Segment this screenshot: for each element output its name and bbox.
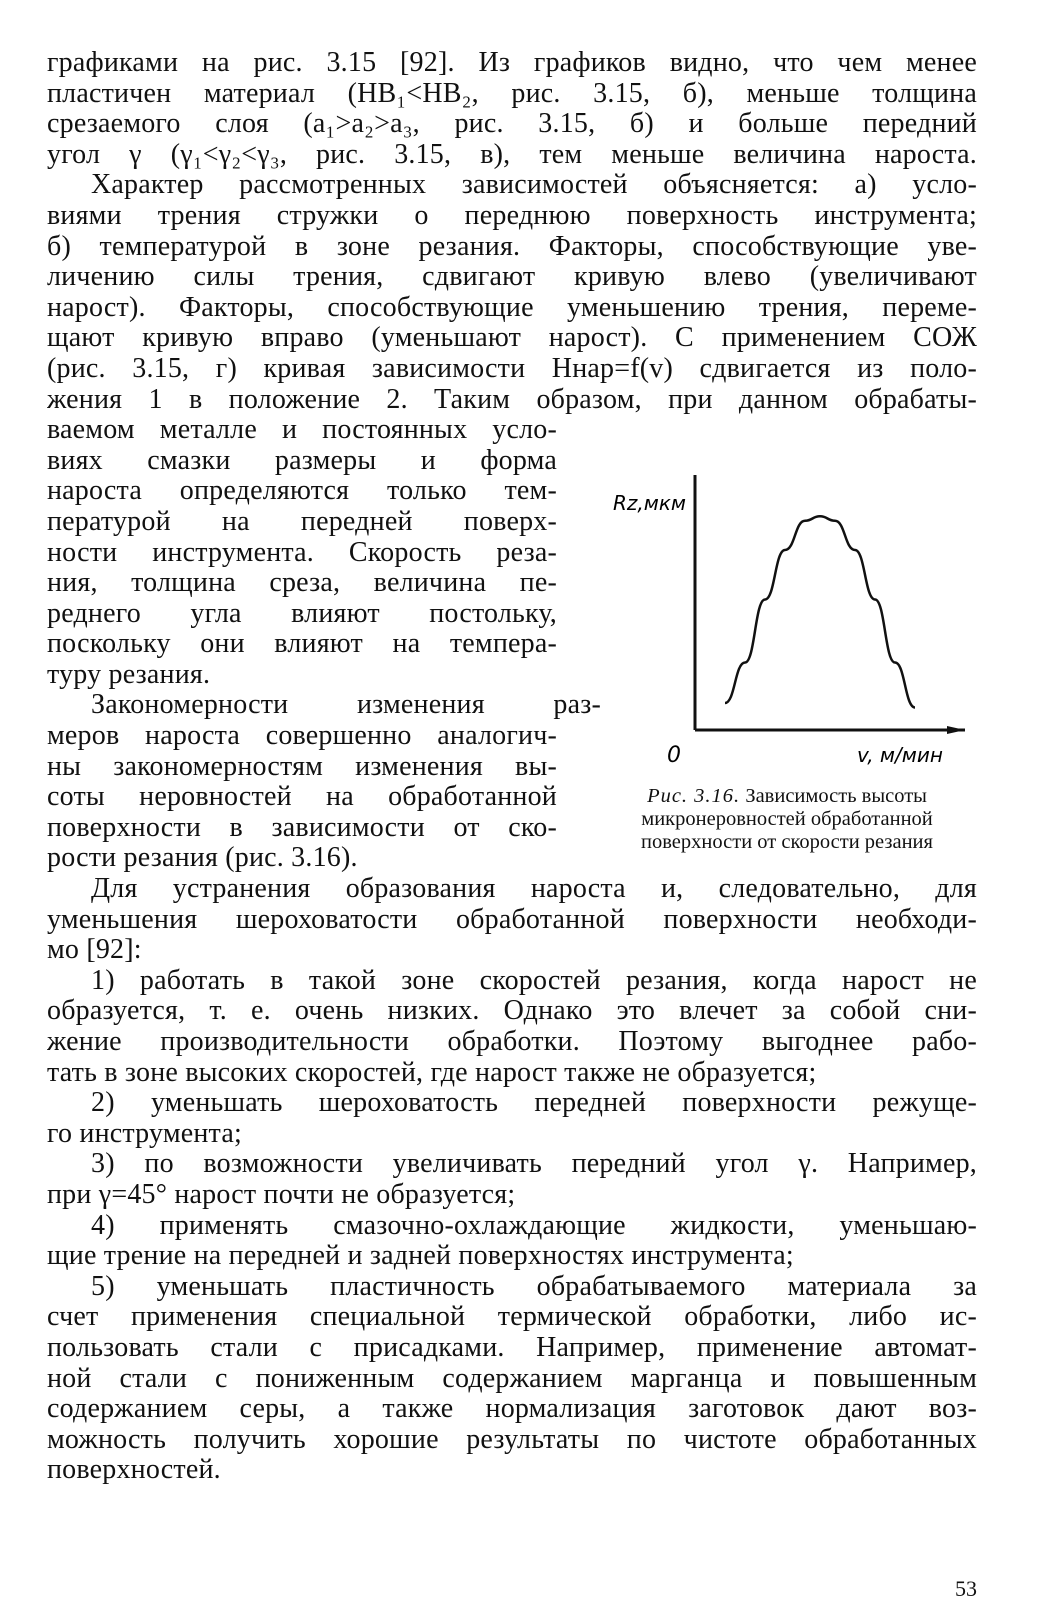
text-line: го инструмента;	[47, 1117, 242, 1149]
text-line: ваемом металле и постоянных усло-	[47, 415, 557, 446]
text-line: графиками на рис. 3.15 [92]. Из графиков видно, что чем менее	[47, 48, 977, 78]
text-line: ны закономерностям изменения вы-	[47, 751, 557, 782]
text-line: реднего угла влияют постольку,	[47, 598, 557, 629]
text-line: Характер рассмотренных зависимостей объясняется: а) усло-	[91, 170, 977, 201]
text-line: уменьшения шероховатости обработанной поверхности необходи-	[47, 904, 977, 935]
text-line: (рис. 3.15, г) кривая зависимости Hнар=f(v) сдвигается из поло-	[47, 353, 977, 384]
y-axis-label: Rz,мкм	[613, 491, 687, 515]
text-block-top	[47, 48, 977, 170]
text-line: виях смазки размеры и форма	[47, 445, 557, 476]
text-line: срезаемого слоя (a₁>a₂>a₃, рис. 3.15, б) и больше передний	[47, 109, 977, 140]
text-line: поскольку они влияют на темпера-	[47, 629, 557, 660]
text-line: ной стали с пониженным содержанием марганца и повышенным	[47, 1363, 977, 1394]
text-line: 3) по возможности увеличивать передний угол γ. Например,	[91, 1149, 977, 1180]
list-item	[47, 966, 977, 1088]
text-line: пользовать стали с присадками. Например, применение автомат-	[47, 1332, 977, 1363]
caption-lead: Рис. 3.16.	[647, 785, 741, 807]
text-line: образуется, т. е. очень низких. Однако это влечет за собой сни-	[47, 996, 977, 1027]
text-line: счет применения специальной термической обработки, либо ис-	[47, 1302, 977, 1333]
rz-speed-chart	[585, 460, 977, 770]
paragraph-explanation	[47, 170, 977, 415]
origin-label: 0	[667, 743, 681, 768]
text-line: тать в зоне высоких скоростей, где нарост также не образуется;	[47, 1056, 817, 1088]
text-line: поверхностей.	[47, 1454, 221, 1486]
paragraph-elimination-intro	[47, 874, 977, 966]
text-line: 4) применять смазочно-охлаждающие жидкости, уменьшаю-	[91, 1210, 977, 1241]
text-line: соты неровностей на обработанной	[47, 782, 557, 813]
x-axis-arrow	[947, 726, 965, 734]
page-number: 53	[955, 1576, 977, 1601]
text-line: нароста определяются только тем-	[47, 476, 557, 507]
text-line: угол γ (γ₁<γ₂<γ₃, рис. 3.15, в), тем меньше величина нароста.	[47, 139, 977, 170]
figure-caption	[601, 785, 973, 854]
text-line: 2) уменьшать шероховатость передней поверхности режуще-	[91, 1088, 977, 1119]
text-line: туру резания.	[47, 658, 211, 690]
x-axis-label: v, м/мин	[857, 743, 943, 767]
text-line: можность получить хорошие результаты по чистоте обработанных	[47, 1424, 977, 1455]
text-line: пературой на передней поверх-	[47, 506, 557, 537]
text-line: 5) уменьшать пластичность обрабатываемого материала за	[91, 1271, 977, 1302]
caption-text: Зависимость высоты микронеровностей обработанной поверхности от скорости резания	[641, 785, 933, 853]
list-item	[47, 1088, 977, 1149]
text-line: ния, толщина среза, величина пе-	[47, 568, 557, 599]
text-line: меров нароста совершенно аналогич-	[47, 721, 557, 752]
list-item	[47, 1272, 977, 1486]
text-line: поверхности в зависимости от ско-	[47, 812, 557, 843]
text-line: пластичен материал (HB₁<HB₂, рис. 3.15, б), меньше толщина	[47, 78, 977, 109]
text-line: щают кривую вправо (уменьшают нарост). С применением СОЖ	[47, 323, 977, 354]
text-line: виями трения стружки о переднюю поверхность инструмента;	[47, 200, 977, 231]
text-line: мо [92]:	[47, 934, 142, 966]
text-line: нарост). Факторы, способствующие уменьшению трения, переме-	[47, 292, 977, 323]
text-line: жение производительности обработки. Поэтому выгоднее рабо-	[47, 1027, 977, 1057]
text-line: Закономерности изменения раз-	[91, 690, 601, 721]
list-item	[47, 1211, 977, 1272]
text-line: щие трение на передней и задней поверхностях инструмента;	[47, 1240, 794, 1272]
text-line: личению силы трения, сдвигают кривую влево (увеличивают	[47, 262, 977, 293]
list-item	[47, 1149, 977, 1210]
text-line: Для устранения образования нароста и, следовательно, для	[91, 874, 977, 905]
text-line: при γ=45° нарост почти не образуется;	[47, 1178, 516, 1210]
text-line: 1) работать в такой зоне скоростей резания, когда нарост не	[91, 965, 977, 996]
rz-curve	[725, 516, 915, 707]
recommendation-list	[47, 966, 977, 1486]
text-line: рости резания (рис. 3.16).	[47, 842, 358, 874]
text-line: жения 1 в положение 2. Таким образом, при данном обрабаты-	[47, 384, 977, 415]
text-line: б) температурой в зоне резания. Факторы, способствующие уве-	[47, 231, 977, 262]
document-page	[47, 48, 977, 1601]
text-line: содержанием серы, а также нормализация заготовок дают воз-	[47, 1394, 977, 1425]
text-line: ности инструмента. Скорость реза-	[47, 537, 557, 568]
figure-3-16	[585, 460, 977, 880]
